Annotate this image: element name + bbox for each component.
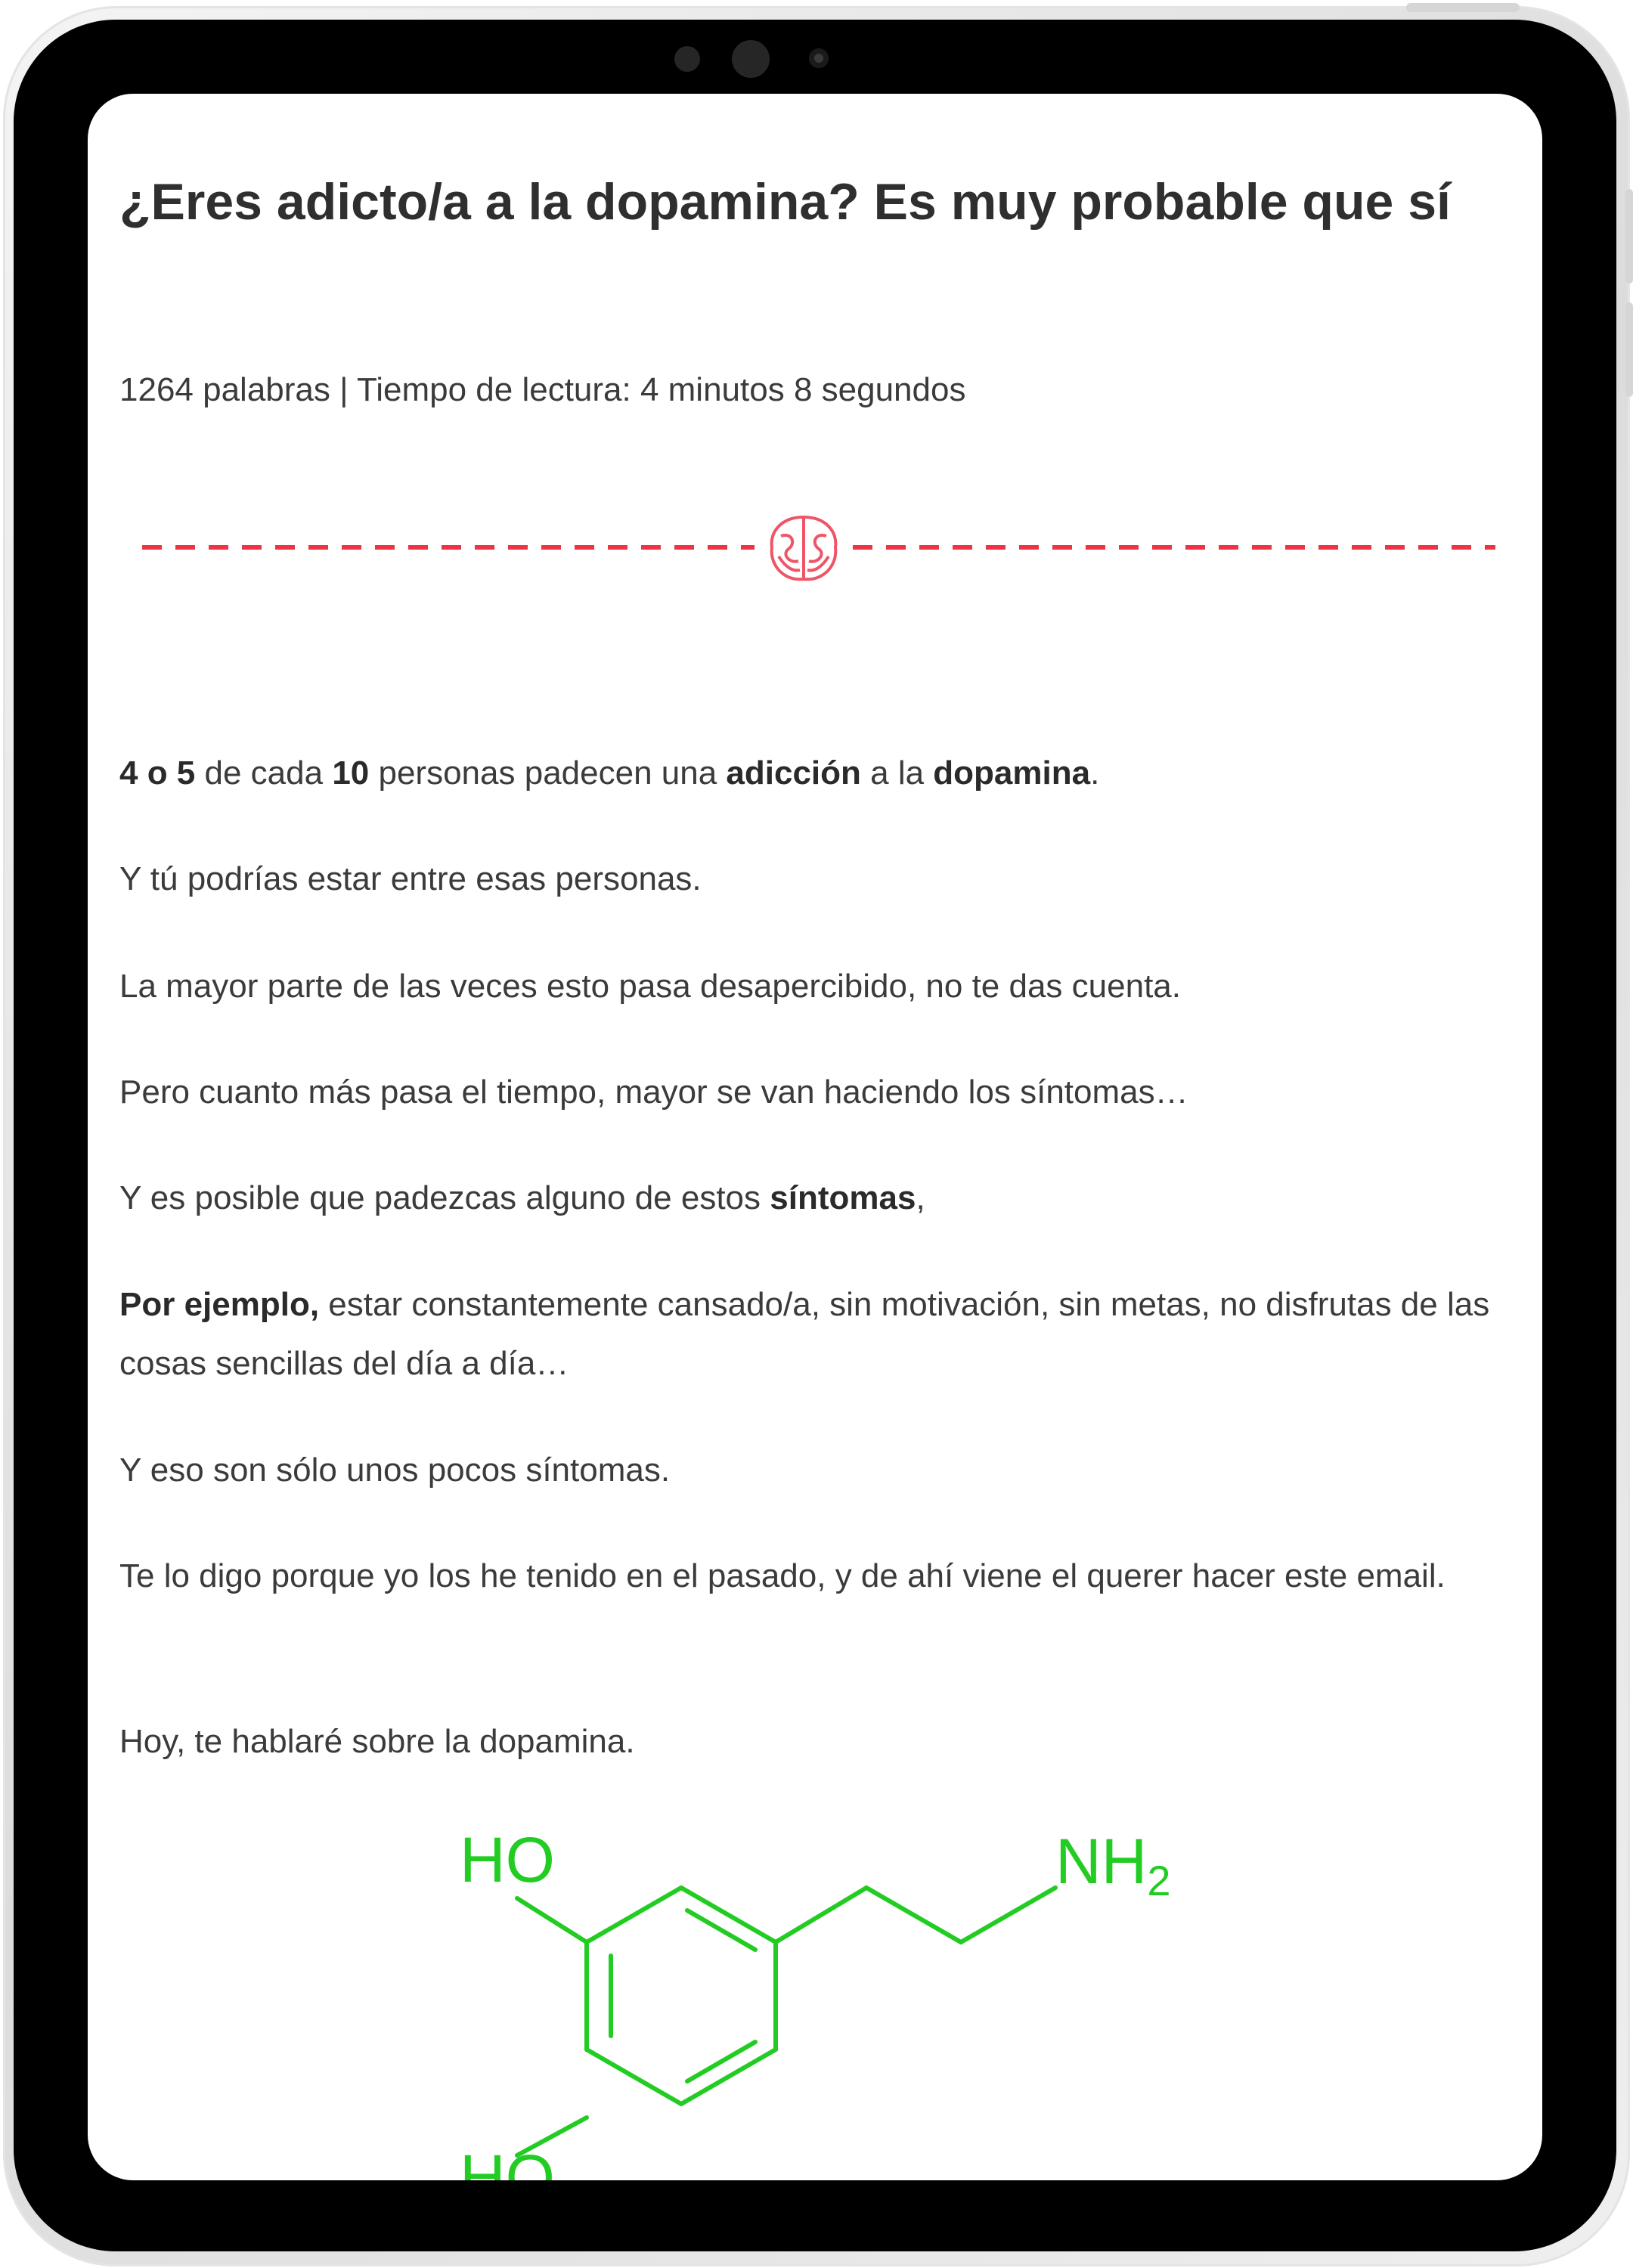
text: . (1090, 754, 1100, 792)
email-title: ¿Eres adicto/a a la dopamina? Es muy probable que sí (119, 173, 1451, 231)
reading-meta: 1264 palabras | Tiempo de lectura: 4 minutos 8 segundos (119, 371, 966, 408)
label-nh: NH (1055, 1826, 1148, 1897)
ring-bond-5 (587, 2050, 681, 2104)
volume-up-button (1625, 189, 1633, 284)
paragraph-7: Y eso son sólo unos pocos síntomas. (119, 1452, 671, 1489)
paragraph-8: Te lo digo porque yo los he tenido en el pasado, y de ahí viene el querer hacer este email. (119, 1557, 1446, 1594)
paragraph-2: Y tú podrías estar entre esas personas. (119, 860, 702, 897)
label-ho-top: HO (460, 1824, 555, 1895)
bold-text: síntomas (770, 1179, 916, 1216)
ring-double-2 (687, 1910, 755, 1950)
volume-down-button (1625, 302, 1633, 397)
text: de cada (195, 754, 333, 792)
brain-divider (142, 502, 1495, 593)
ring-double-3 (687, 2042, 755, 2081)
dopamine-molecule (390, 1791, 1222, 2213)
paragraph-4: Pero cuanto más pasa el tiempo, mayor se van haciendo los síntomas… (119, 1074, 1188, 1111)
label-ho-bottom: HO (460, 2142, 555, 2213)
chain-bond-3 (961, 1888, 1055, 1942)
ring-bond-1 (587, 1888, 681, 1942)
bold-text: Por ejemplo, (119, 1286, 320, 1323)
text: Y es posible que padezcas alguno de estos (119, 1179, 770, 1216)
camera-icon (732, 40, 770, 78)
paragraph-5 (119, 1169, 1495, 1228)
bond-ho-top (517, 1898, 587, 1942)
text: , (916, 1179, 925, 1216)
text: personas padecen una (369, 754, 727, 792)
label-nh-subscript: 2 (1147, 1857, 1171, 1904)
brain-icon (772, 517, 836, 579)
paragraph-6 (119, 1275, 1495, 1393)
chain-bond-2 (866, 1888, 961, 1942)
bold-text: 10 (332, 754, 370, 792)
paragraph-1 (119, 744, 1495, 803)
bold-text: 4 o 5 (119, 754, 196, 792)
text: a la (860, 754, 934, 792)
chain-bond-1 (776, 1888, 866, 1942)
paragraph-3: La mayor parte de las veces esto pasa desapercibido, no te das cuenta. (119, 968, 1181, 1005)
bold-text: adicción (726, 754, 861, 792)
sensor-icon (674, 46, 700, 72)
email-screen[interactable] (88, 94, 1542, 2213)
text: estar constantemente cansado/a, sin motivación, sin metas, no disfrutas de las cosas sencillas del día a día… (119, 1286, 1490, 1382)
flash-icon (809, 48, 829, 68)
bold-text: dopamina (933, 754, 1091, 792)
paragraph-9: Hoy, te hablaré sobre la dopamina. (119, 1723, 635, 1760)
top-button (1406, 3, 1520, 12)
label-nh2 (1055, 1826, 1170, 1904)
